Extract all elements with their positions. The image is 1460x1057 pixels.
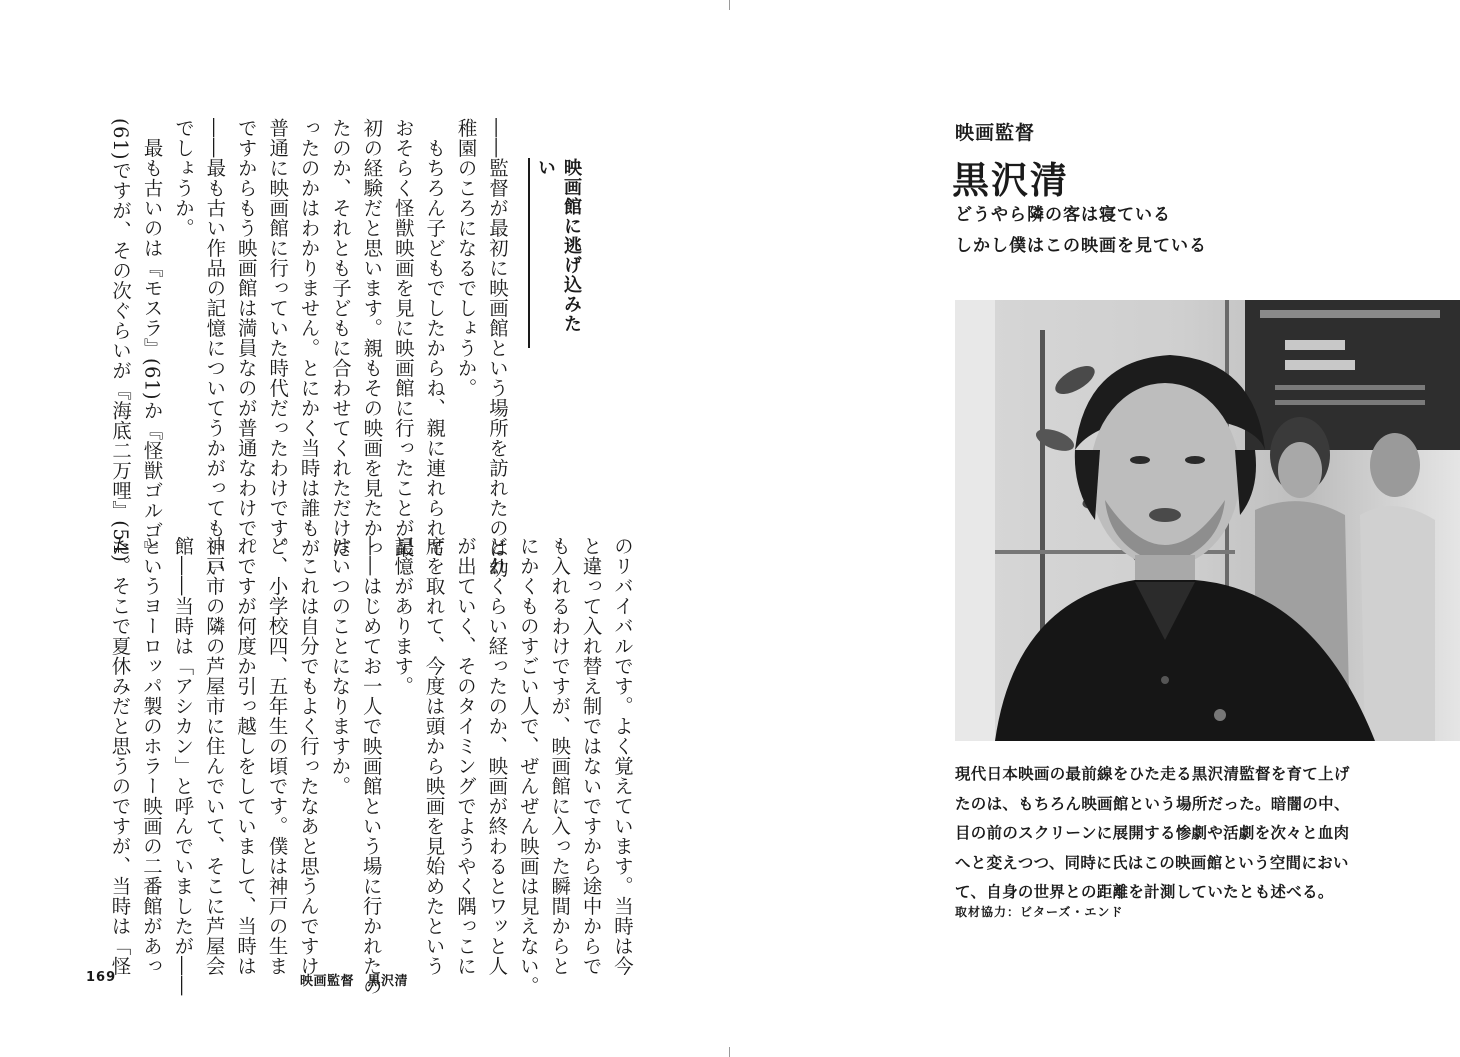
text-line: でしょうか。	[171, 118, 195, 238]
text-line: 稚園のころになるでしょうか。	[454, 118, 478, 398]
crop-mark-bottom	[729, 1047, 730, 1057]
subtitle	[955, 200, 1207, 262]
text-line: ――監督が最初に映画館という場所を訪れたのは幼	[486, 118, 509, 578]
text-line: にかくものすごい人で、ぜんぜん映画は見えない。	[516, 536, 540, 996]
text-line: これは自分でもよく行ったなあと思うんですけ	[296, 536, 320, 976]
text-line: どれくらい経ったのか、映画が終わるとワッと人	[485, 536, 509, 976]
subtitle-line: どうやら隣の客は寝ている	[955, 205, 1171, 225]
crop-mark-top	[729, 0, 730, 10]
text-line: も入れるわけですが、映画館に入った瞬間からと	[548, 536, 572, 976]
page-number: 169	[86, 970, 117, 985]
text-line: た。そこで夏休みだと思うのですが、当時は「怪	[108, 536, 132, 976]
text-line: おそらく怪獣映画を見に映画館に行ったことが最	[391, 118, 415, 558]
lead-line: 目の前のスクリーンに展開する惨劇や活劇を次々と血肉	[955, 824, 1350, 843]
portrait-photo	[955, 300, 1460, 741]
lead-line: 現代日本映画の最前線をひた走る黒沢清監督を育て上げ	[955, 765, 1350, 783]
credit-line: 取材協力：ビターズ・エンド	[955, 905, 1124, 919]
text-line: ――はじめてお一人で映画館という場に行かれたの	[359, 536, 383, 996]
subtitle-line: しかし僕はこの映画を見ている	[955, 236, 1207, 256]
text-line: 最も古いのは『モスラ』(61)か『怪獣ゴルゴ』	[140, 118, 164, 561]
section-heading: 映画館に逃げ込みたい	[528, 158, 584, 348]
text-line: というヨーロッパ製のホラー映画の二番館があっ	[139, 536, 163, 976]
text-line: 席を取れて、今度は頭から映画を見始めたという	[422, 536, 446, 976]
text-line: 神戸市の隣の芦屋市に住んでいて、そこに芦屋会	[202, 536, 226, 976]
lead-line: て、自身の世界との距離を計測していたとも述べる。	[955, 883, 1334, 902]
text-line: ったのかはわかりません。とにかく当時は誰もが	[297, 118, 321, 558]
role-label: 映画監督	[955, 122, 1036, 144]
running-head: 映画監督 黒沢清	[300, 974, 409, 989]
text-line: もちろん子どもでしたからね、親に連れられて	[423, 118, 447, 558]
lead-paragraph	[955, 760, 1455, 908]
text-line: はいつのことになりますか。	[328, 536, 352, 796]
body-column-top	[105, 118, 513, 578]
text-line: ですからもう映画館は満員なのが普通なわけで。	[234, 118, 258, 558]
text-line: ――最も古い作品の記憶についてうかがってもいい	[203, 118, 227, 578]
text-line: たのか、それとも子どもに合わせてくれただけだ	[328, 118, 352, 558]
text-line: れですが何度か引っ越しをしていまして、当時は	[234, 536, 258, 976]
text-line: 記憶があります。	[391, 536, 415, 696]
text-line: 館――当時は「アシカン」と呼んでいましたが――	[171, 536, 195, 996]
lead-line: へと変えつつ、同時に氏はこの映画館という空間におい	[955, 853, 1349, 872]
lead-line: たのは、もちろん映画館という場所だった。暗闇の中、	[955, 794, 1350, 813]
text-line: 初の経験だと思います。親もその映画を見たかっ	[360, 118, 384, 558]
text-line: と違って入れ替え制ではないですから途中からで	[579, 536, 603, 976]
text-line: 普通に映画館に行っていた時代だったわけです。	[266, 118, 290, 558]
interviewee-name: 黒沢清	[952, 159, 1069, 202]
text-line: ど、小学校四、五年生の頃です。僕は神戸の生ま	[265, 536, 289, 976]
text-line: (61)ですが、その次ぐらいが『海底二万哩』(54)	[109, 118, 133, 563]
text-line: が出ていく、そのタイミングでようやく隅っこに	[453, 536, 477, 976]
text-line: のリバイバルです。よく覚えています。当時は今	[611, 536, 634, 976]
